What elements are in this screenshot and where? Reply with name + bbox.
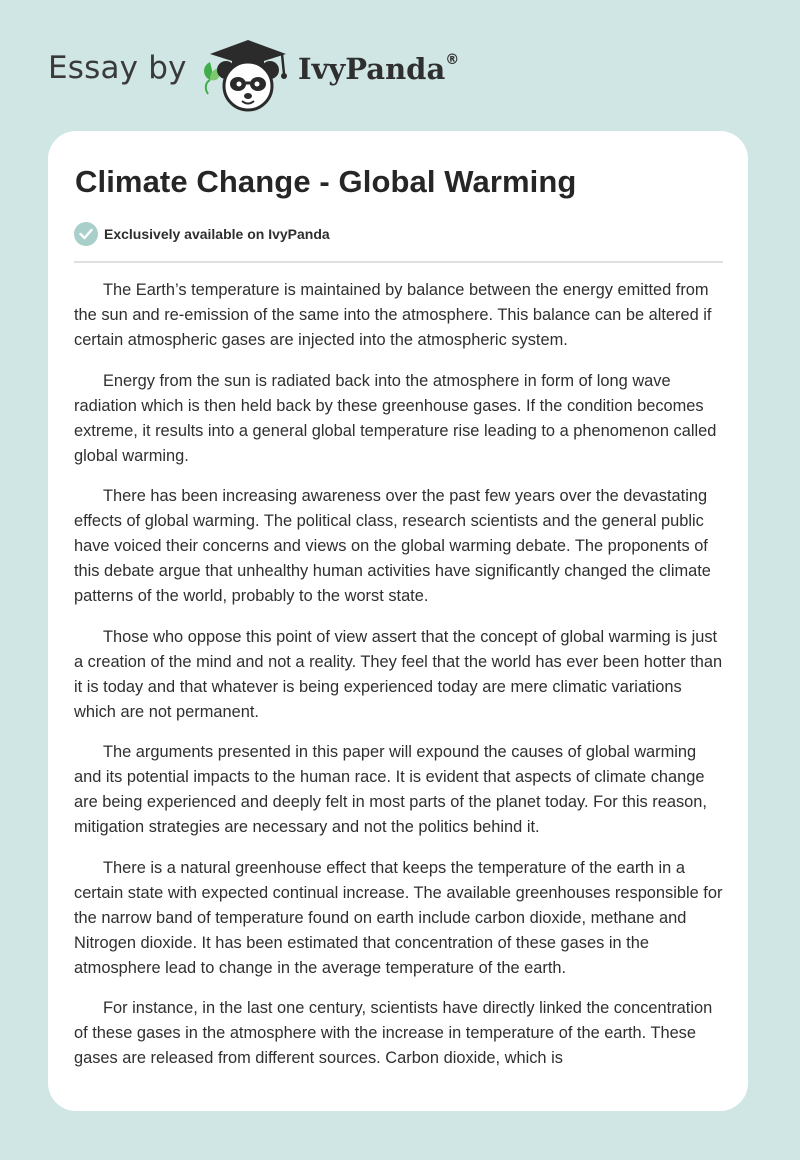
paragraph: There is a natural greenhouse effect that keeps the temperature of the earth in a certain state with expected continual increase. The available greenhouses responsible for the narrow band of temperature found on earth include carbon dioxide, methane and Nitrogen dioxide. It has been estimated that concentration of these gases in the atmosphere lead to change in the average temperature of the earth. bbox=[74, 858, 723, 977]
badge-label: Exclusively available on IvyPanda bbox=[104, 226, 330, 242]
essay-card bbox=[48, 131, 748, 1111]
site-header bbox=[0, 0, 800, 130]
paragraph: For instance, in the last one century, scientists have directly linked the concentration of these gases in the atmosphere with the increase in temperature of the earth. These gases are released from different sources. Carbon dioxide, which is bbox=[74, 999, 713, 1067]
brand-prefix: Essay by bbox=[48, 50, 187, 86]
essay-body bbox=[74, 278, 726, 1087]
paragraph: The arguments presented in this paper will expound the causes of global warming and its potential impacts to the human race. It is evident that aspects of climate change are being experienced and deeply felt in most parts of the planet today. For this reason, mitigation strategies are necessary and not the politics behind it. bbox=[74, 743, 707, 836]
brand-name: IvyPanda® bbox=[298, 52, 460, 86]
paragraph: There has been increasing awareness over the past few years over the devastating effects of global warming. The political class, research scientists and the general public have voiced their concerns and views on the global warming debate. The proponents of this debate argue that unhealthy human activities have significantly changed the climate patterns of the world, probably to the worst state. bbox=[74, 487, 711, 605]
check-icon bbox=[74, 222, 98, 246]
panda-graduate-icon bbox=[198, 36, 298, 112]
paragraph: Energy from the sun is radiated back into the atmosphere in form of long wave radiation which is then held back by these greenhouse gases. If the condition becomes extreme, it results into a general global temperature rise leading to a phenomenon called global warming. bbox=[74, 371, 717, 465]
page-title: Climate Change - Global Warming bbox=[75, 164, 577, 199]
paragraph: The Earth’s temperature is maintained by balance between the energy emitted from the sun and re-emission of the same into the atmosphere. This balance can be altered if certain atmospheric gases are injected into the atmospheric system. bbox=[74, 281, 712, 349]
exclusive-badge bbox=[74, 222, 330, 246]
divider bbox=[74, 261, 723, 263]
paragraph: Those who oppose this point of view assert that the concept of global warming is just a creation of the mind and not a reality. They feel that the world has ever been hotter than it is today and that whatever is being experienced today are mere climatic variations which are not permanent. bbox=[74, 627, 723, 721]
